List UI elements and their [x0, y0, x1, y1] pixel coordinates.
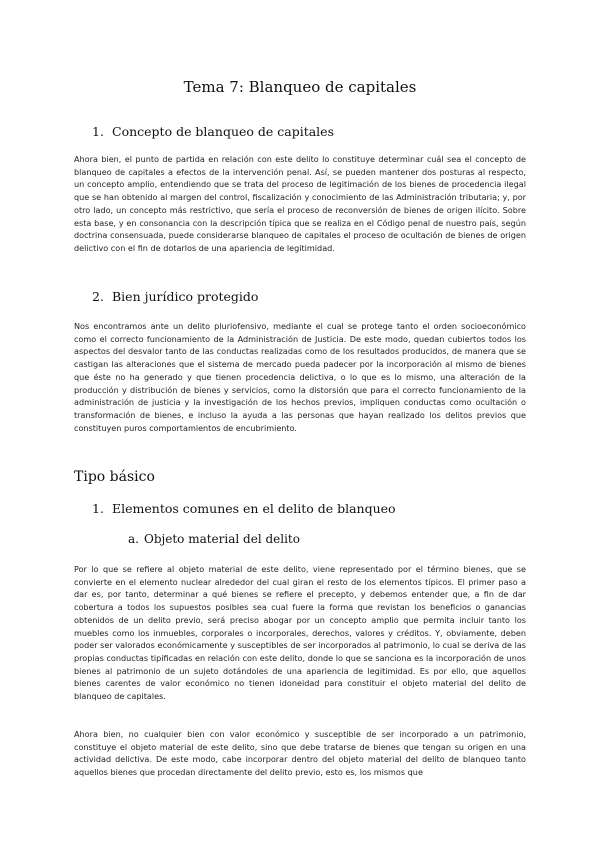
section-heading-elementos-comunes: [92, 501, 396, 516]
section-title: Bien jurídico protegido: [112, 289, 259, 304]
section-heading-bien-juridico: [92, 289, 258, 304]
section-number: 2.: [92, 289, 104, 304]
section-number: 1.: [92, 124, 104, 139]
section-title: Elementos comunes en el delito de blanqueo: [112, 501, 396, 516]
page-title: Tema 7: Blanqueo de capitales: [183, 78, 417, 96]
section-heading-concepto: [92, 124, 334, 139]
subsection-heading-objeto-material: [128, 532, 300, 546]
paragraph-objeto-material: Por lo que se refiere al objeto material de este delito, viene representado por el término bienes, que se convierte en el elemento nuclear alrededor del cual giran el resto de los elementos típicos. El primer paso a dar es, por tanto, determinar a qué bienes se refiere el precepto, y debemos entender que, a fin de dar cobertura a todos los supuestos posibles sea cual fuere la forma que revistan los beneficios o ganancias obtenidos de un delito previo, será preciso abogar por un concepto amplio que permita incluir tanto los muebles como los inmuebles, corporales o incorporales, derechos, valores y créditos. Y, obviamente, deben poder ser valorados económicamente y susceptibles de ser incorporados al patrimonio, lo cual se deriva de las propias conductas tipificadas en relación con este delito, donde lo que se sanciona es la incorporación de unos bienes al patrimonio de un sujeto dotándoles de una apariencia de legitimidad. Es por ello, que aquellos bienes carentes de valor económico no tienen idoneidad para constituir el objeto material del delito de blanqueo de capitales.: [74, 564, 526, 702]
section-title: Concepto de blanqueo de capitales: [112, 124, 334, 139]
section-number: 1.: [92, 501, 104, 516]
paragraph-bien-juridico: Nos encontramos ante un delito pluriofensivo, mediante el cual se protege tanto el orden socioeconómico como el correcto funcionamiento de la Administración de Justicia. De este modo, quedan cubiertos todos los aspectos del desvalor tanto de las conductas realizadas como de los resultados producidos, de manera que se castigan las alteraciones que el sistema de mercado pueda padecer por la incorporación al mismo de bienes que éste no ha generado y que tienen procedencia delictiva, o lo que es lo mismo, una alteración de la producción y distribución de bienes y servicios, como la distorsión que para el correcto funcionamiento de la administración de justicia y la investigación de los hechos previos, impliquen conductas como ocultación o transformación de bienes, e incluso la ayuda a las personas que hayan realizado los delitos previos que constituyen puros comportamientos de encubrimiento.: [74, 321, 526, 433]
paragraph-origen-delictivo: Ahora bien, no cualquier bien con valor económico y susceptible de ser incorporado a un patrimonio, constituye el objeto material de este delito, sino que debe tratarse de bienes que tengan su origen en una actividad delictiva. De este modo, cabe incorporar dentro del objeto material del delito de blanqueo tanto aquellos bienes que procedan directamente del delito previo, esto es, los mismos que: [74, 729, 526, 778]
subsection-letter: a.: [128, 532, 139, 546]
heading-tipo-basico: Tipo básico: [74, 469, 155, 485]
paragraph-concepto: Ahora bien, el punto de partida en relación con este delito lo constituye determinar cuál sea el concepto de blanqueo de capitales a efectos de la intervención penal. Así, se pueden mantener dos posturas al respecto, un concepto amplio, entendiendo que se trata del proceso de legitimación de los bienes de procedencia ilegal que se han obtenido al margen del control, fiscalización y conocimiento de las Administración tributaria; y, por otro lado, un concepto más restrictivo, que sería el proceso de reconversión de bienes de origen ilícito. Sobre esta base, y en consonancia con la descripción típica que se realiza en el Código penal de nuestro país, según doctrina consensuada, puede considerarse blanqueo de capitales el proceso de ocultación de bienes de origen delictivo con el fin de dotarlos de una apariencia de legitimidad.: [74, 154, 526, 253]
subsection-title: Objeto material del delito: [144, 532, 300, 546]
